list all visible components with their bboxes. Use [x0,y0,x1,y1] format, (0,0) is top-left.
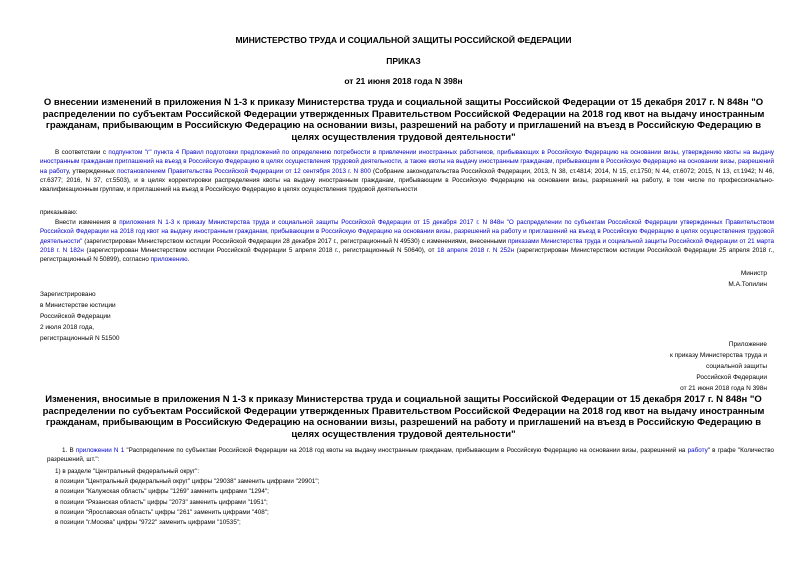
order-word: приказываю: [40,209,78,216]
item-1-paragraph [47,446,774,465]
order-252n-link[interactable]: 18 апреля 2018 г. N 252н [437,246,515,254]
appendix-line: от 21 июня 2018 года N 398н [680,385,767,392]
order-182n-link[interactable]: приказами Министерства труда и социальной защиты Российской Федерации от 21 марта 2018 г. N 182н [40,237,774,254]
work-link[interactable]: работу [687,447,708,454]
rules-link[interactable]: подпунктом "г" пункта 4 Правил подготовки предложений по определению потребности в привлечении иностранных работников, прибывающих в Российскую Федерацию на основании визы, утверждению квоты на выдачу иностранным гражданам приглашений на въезд в Российскую Федерацию в целях осуществления трудовой деятельности, а также квоты на выдачу иностранным гражданам, прибывающим в Российскую Федерацию на основании визы, разрешений на работу [40,149,775,175]
body-text-2: (зарегистрирован Министерством юстиции Российской Федерации 28 декабря 2017 г., регистрационный N 49530) с изменениями, внесенными [82,237,508,245]
item1-text-3: " в графе "Количество разрешений, шт.": [47,447,774,464]
changes-title: Изменения, вносимые в приложения N 1-3 к приказу Министерства труда и социальной защиты Российской Федерации от 15 декабря 2017 г. N 848н "О распределении по субъектам Российской Федерации утвержденных Правительством Российской Федерации на 2018 год квот на выдачу иностранным гражданам, прибывающим в Российскую Федерацию на основании визы, разрешений на работу и приглашений на въезд в Российскую Федерацию в целях осуществления трудовой деятельности" [42,394,765,440]
appendix-line: к приказу Министерства труда и [670,352,767,359]
preamble-text-3: (Собрание законодательства Российской Федерации, 2013, N 38, ст.4814; 2014, N 15, ст.1750; N 44, ст.6072; 2015, N 13, ст.1942; N 46, ст.6377; 2016, N 37, ст.5503), и в целях корректировки распределения квоты на выдачу иностранным гражданам, прибывающим в Российскую Федерацию на основании визы, разрешений на работу, в том числе по профессионально-квалификационным группам, и приглашений на въезд в Российскую Федерацию в целях осуществления трудовой деятельности [40,167,775,194]
date-number-heading: от 21 июня 2018 года N 398н [344,76,463,86]
appendix-line: Приложение [728,341,767,348]
appendix-line: социальной защиты [706,363,767,370]
document-title: О внесении изменений в приложения N 1-3 к приказу Министерства труда и социальной защиты Российской Федерации от 15 декабря 2017 г. N 848н "О распределении по субъектам Российской Федерации утвержденных Правительством Российской Федерации на 2018 год квот на выдачу иностранным гражданам, прибывающим в Российскую Федерацию на основании визы, разрешений на работу и приглашений на въезд в Российскую Федерацию в целях осуществления трудовой деятельности" [42,97,765,143]
body-text-4: (зарегистрирован Министерством юстиции Российской Федерации 25 апреля 2018 г., регистрационный N 50899), согласно [40,246,774,264]
signature-block [728,269,767,290]
signature-position: Министр [740,270,767,277]
body-text-3: (зарегистрирован Министерством юстиции Российской Федерации 5 апреля 2018 г., регистрационный N 50640), от [83,246,438,254]
body-paragraph [40,218,774,264]
list-item: в позиции "Центральный федеральный округ" цифры "29038" заменить цифрами "29901"; [55,478,320,486]
preamble-text-2: , утвержденных [68,167,118,175]
registration-line: Российской Федерации [40,313,111,320]
appendix-link[interactable]: приложению [150,256,188,264]
list-item: в позиции "Ярославская область" цифры "261" заменить цифрами "408"; [55,508,269,516]
decree-800-link[interactable]: постановлением Правительства Российской Федерации от 12 сентября 2013 г. N 800 [117,167,371,175]
ministry-heading: МИНИСТЕРСТВО ТРУДА И СОЦИАЛЬНОЙ ЗАЩИТЫ РОССИЙСКОЙ ФЕДЕРАЦИИ [235,35,572,45]
signature-name: М.А.Топилин [728,280,767,288]
sub-items-list [55,467,782,528]
appendix-1-link[interactable]: приложении N 1 [75,447,125,454]
body-text-1: Внести изменения в [55,219,120,226]
order-848n-link[interactable]: приложения N 1-3 к приказу Министерства труда и социальной защиты Российской Федерации от 15 декабря 2017 г. N 848н "О распределении по субъектам Российской Федерации утвержденных Правительством Российской Федерации на 2018 год квот на выдачу иностранным гражданам, прибывающим в Российскую Федерацию на основании визы, разрешений на работу и приглашений на въезд в Российскую Федерацию в целях осуществления трудовой деятельности" [40,219,774,245]
registration-line: регистрационный N 51500 [40,335,120,342]
body-text-5: . [187,256,190,264]
registration-line: 2 июля 2018 года, [40,324,95,331]
list-item: в позиции "г.Москва" цифры "9722" заменить цифрами "10535"; [55,519,241,527]
registration-line: в Министерстве юстиции [40,302,116,309]
item1-text-1: 1. В [62,447,76,454]
list-item: 1) в разделе "Центральный федеральный округ": [55,468,200,475]
appendix-header [670,339,767,394]
doc-type-heading: ПРИКАЗ [386,56,421,66]
preamble-text-1: В соответствии с [55,149,109,156]
preamble-paragraph [40,148,774,194]
list-item: в позиции "Калужская область" цифры "1269" заменить цифрами "1294"; [55,488,269,496]
item1-text-2: "Распределение по субъектам Российской Федерации на 2018 год квоты на выдачу иностранным гражданам, прибывающим в Российскую Федерацию на основании визы, разрешений на [124,447,688,454]
registration-line: Зарегистрировано [40,291,96,298]
appendix-line: Российской Федерации [696,374,767,381]
list-item: в позиции "Рязанская область" цифры "2073" заменить цифрами "1951"; [55,498,268,506]
registration-block [40,289,120,344]
